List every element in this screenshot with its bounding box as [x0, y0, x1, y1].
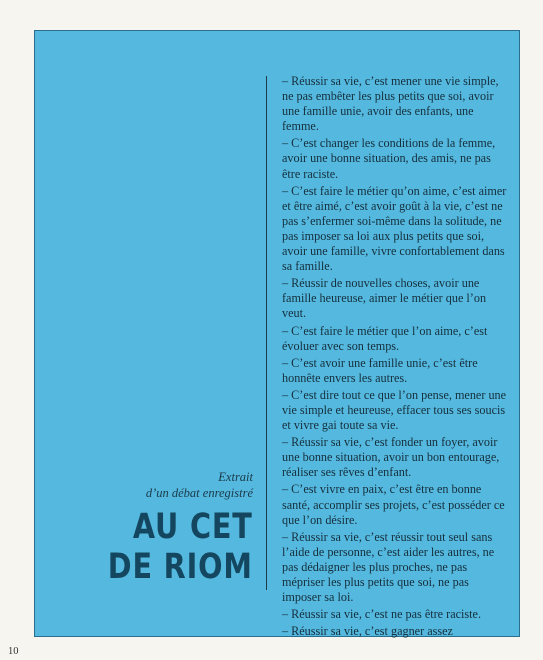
- quote-column: [282, 74, 510, 641]
- column-divider: [266, 76, 267, 590]
- quote-item: – Réussir sa vie, c’est gagner assez: [282, 624, 453, 639]
- quote-item: – Réussir de nouvelles choses, avoir une famille heureuse, aimer le métier que l’on veut.: [282, 276, 487, 321]
- caption-line-2: d’un débat enregistré: [145, 486, 253, 500]
- caption: [53, 469, 253, 501]
- quote-item: – C’est vivre en paix, c’est être en bonne santé, accomplir ses projets, c’est posséder ce que l’on désire.: [282, 482, 505, 527]
- quote-item: – Réussir sa vie, c’est fonder un foyer, avoir une bonne situation, avoir un bon entourage, réaliser ses rêves d’enfant.: [282, 435, 500, 480]
- quote-item: – C’est faire le métier qu’on aime, c’est aimer et être aimé, c’est avoir goût à la vie, c’est ne pas s’enfermer soi-même dans la solitude, ne pas imposer sa loi aux plus petits que soi, avoir une famille, vivre confortablement dans sa famille.: [282, 183, 507, 274]
- page-number: 10: [8, 646, 19, 657]
- title-line-2: DE RIOM: [108, 547, 253, 587]
- title-line-1: AU CET: [133, 507, 253, 547]
- page-title: [108, 507, 253, 587]
- caption-line-1: Extrait: [218, 470, 253, 484]
- quote-item: – Réussir sa vie, c’est ne pas être raciste.: [282, 607, 481, 622]
- quote-item: – C’est changer les conditions de la femme, avoir une bonne situation, des amis, ne pas être raciste.: [282, 136, 496, 181]
- quote-item: – C’est avoir une famille unie, c’est être honnête envers les autres.: [282, 355, 478, 385]
- quote-item: – Réussir sa vie, c’est réussir tout seul sans l’aide de personne, c’est aider les autres, ne pas dédaigner les plus proches, ne pas mépriser les plus petits que soi, ne pas imposer sa loi.: [282, 529, 495, 605]
- quote-item: – Réussir sa vie, c’est mener une vie simple, ne pas embêter les plus petits que soi, avoir une famille unie, avoir des enfants, une femme.: [282, 74, 499, 134]
- quote-item: – C’est dire tout ce que l’on pense, mener une vie simple et heureuse, effacer tous ses soucis et vivre gai toute sa vie.: [282, 387, 507, 433]
- quote-item: – C’est faire le métier que l’on aime, c’est évoluer avec son temps.: [282, 323, 488, 353]
